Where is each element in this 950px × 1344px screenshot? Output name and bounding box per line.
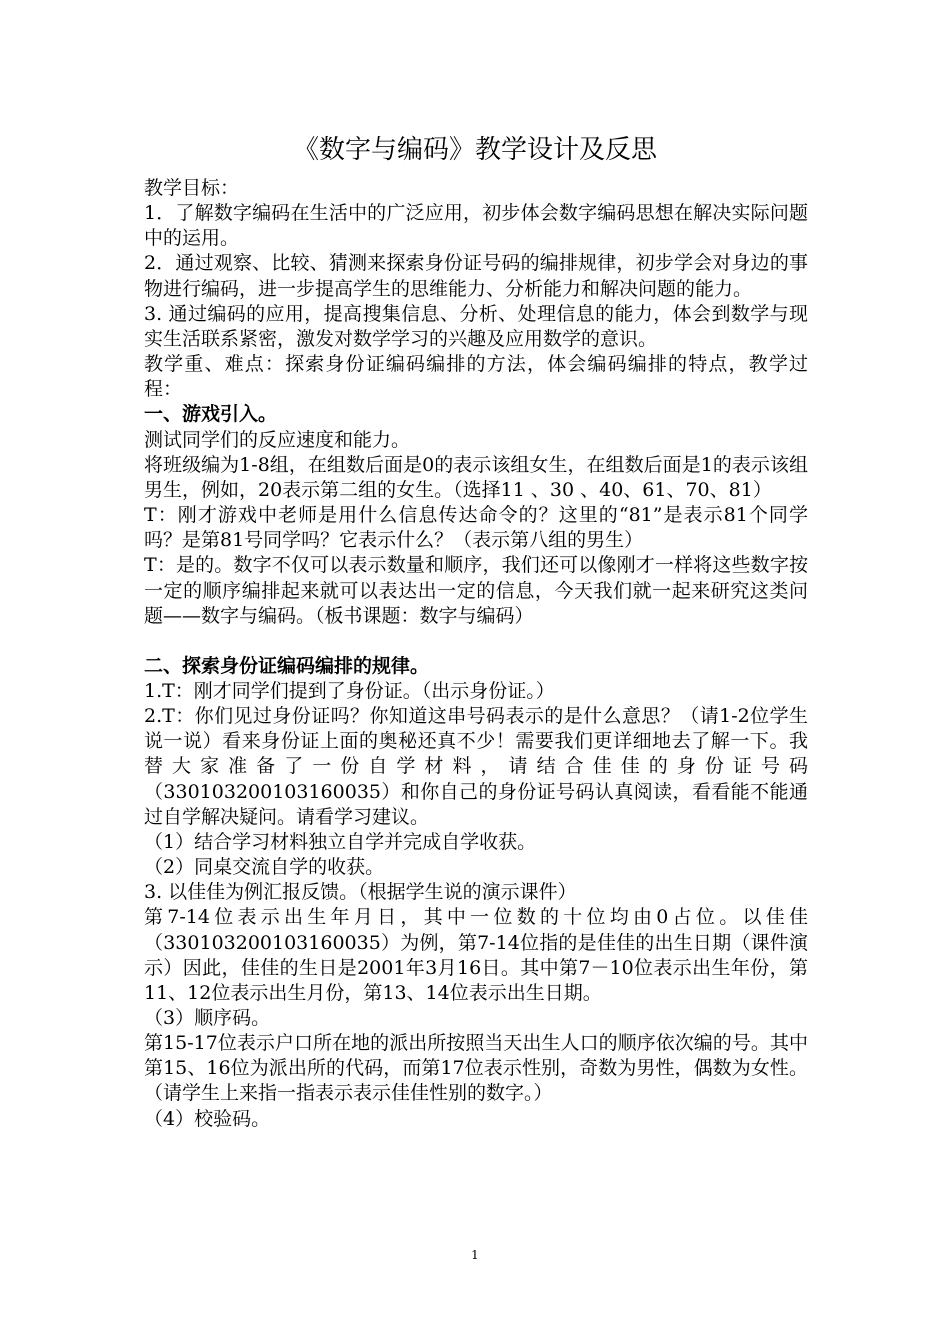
paragraph: 3. 以佳佳为例汇报反馈。（根据学生说的演示课件） [144,881,577,904]
blank-line [144,629,808,654]
paragraph: 将班级编为1-8组，在组数后面是0的表示该组女生，在组数后面是1的表示该组男生，例如，20表示第二组的女生。（选择11 、30 、40、61、70、81） [144,453,808,501]
document-body [144,176,808,1132]
paragraph: 教学重、难点：探索身份证编码编排的方法，体会编码编排的特点，教学过程： [144,353,808,401]
paragraph: 2．通过观察、比较、猜测来探索身份证号码的编排规律，初步学会对身边的事物进行编码，进一步提高学生的思维能力、分析能力和解决问题的能力。 [144,252,808,300]
paragraph: 第7-14位表示出生年月日，其中一位数的十位均由0占位。以佳佳（330103200103160035）为例，第7-14位指的是佳佳的出生日期（课件演示）因此，佳佳的生日是2001年3月16日。其中第7－10位表示出生年份，第11、12位表示出生月份，第13、14位表示出生日期。 [144,906,808,1004]
document-title: 《数字与编码》教学设计及反思 [292,135,657,165]
paragraph: 第15-17位表示户口所在地的派出所按照当天出生人口的顺序依次编的号。其中第15、16位为派出所的代码，而第17位表示性别，奇数为男性，偶数为女性。（请学生上来指一指表示表示佳佳性别的数字。） [144,1032,808,1105]
page-number: 1 [471,1248,479,1262]
paragraph: （3）顺序码。 [144,1007,271,1029]
paragraph: （4）校验码。 [144,1107,271,1130]
paragraph: 教学目标： [144,177,240,199]
paragraph: 测试同学们的反应速度和能力。 [144,428,411,451]
paragraph: T：刚才游戏中老师是用什么信息传达命令的？这里的“81”是表示81个同学吗？是第81号同学吗？它表示什么？（表示第八组的男生） [144,504,808,552]
paragraph: 2.T：你们见过身份证吗？你知道这串号码表示的是什么意思？（请1-2位学生说一说）看来身份证上面的奥秘还真不少！需要我们更详细地去了解一下。我替大家准备了一份自学材料，请结合佳佳的身份证号码（330103200103160035）和你自己的身份证号码认真阅读，看看能不能通过自学解决疑问。请看学习建议。 [144,705,808,828]
paragraph: T：是的。数字不仅可以表示数量和顺序，我们还可以像刚才一样将这些数字按一定的顺序编排起来就可以表达出一定的信息，今天我们就一起来研究这类问题——数字与编码。（板书课题：数字与编码） [144,554,808,627]
section-heading: 二、探索身份证编码编排的规律。 [144,654,430,677]
paragraph: 3. 通过编码的应用，提高搜集信息、分析、处理信息的能力，体会到数学与现实生活联系紧密，激发对数学学习的兴趣及应用数学的意识。 [144,302,808,350]
paragraph: （2）同桌交流自学的收获。 [144,856,385,879]
paragraph: （1）结合学习材料独立自学并完成自学收获。 [144,830,537,853]
paragraph: 1.T：刚才同学们提到了身份证。（出示身份证。） [144,679,555,702]
section-heading: 一、游戏引入。 [144,403,278,426]
paragraph: 1．了解数字编码在生活中的广泛应用，初步体会数字编码思想在解决实际问题中的运用。 [144,202,808,250]
